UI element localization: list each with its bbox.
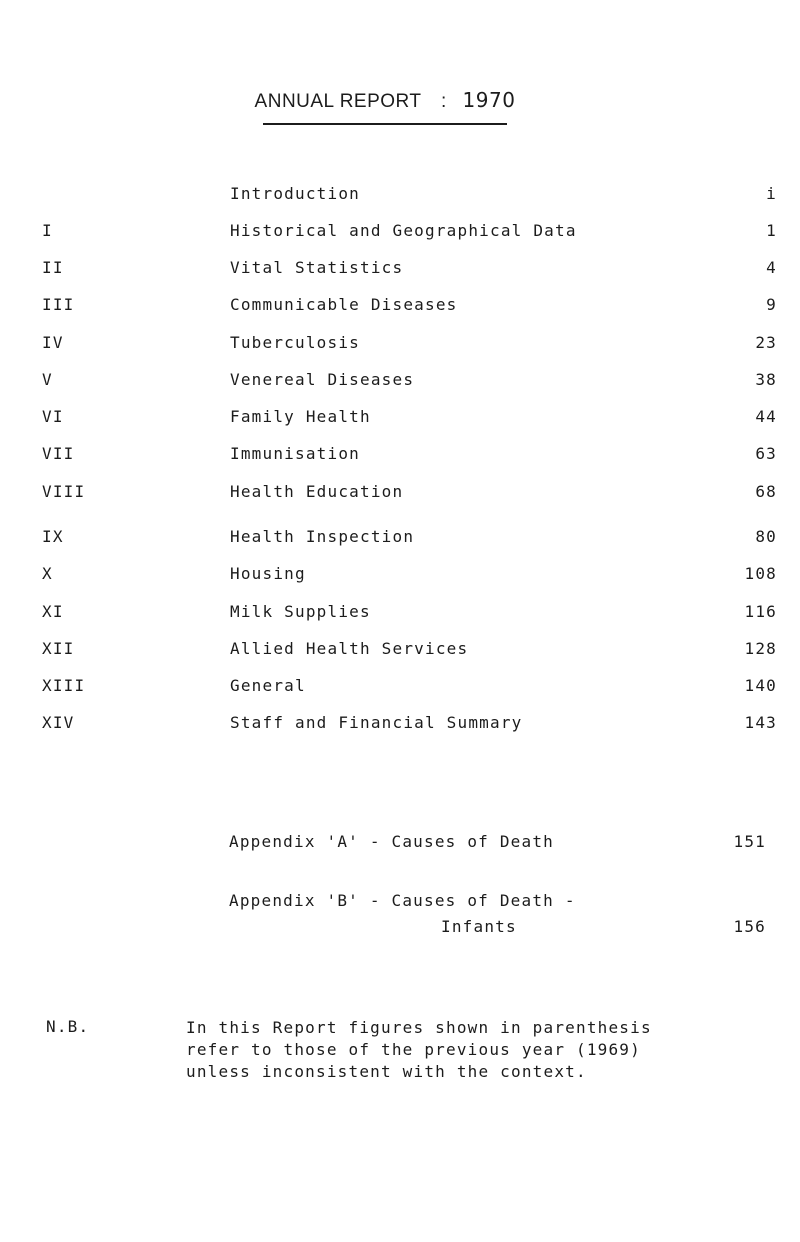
toc-row: [0, 407, 800, 431]
chapter-page: 143: [744, 713, 777, 732]
toc-row: [0, 602, 800, 626]
toc-row: [0, 527, 800, 551]
chapter-title: Venereal Diseases: [230, 370, 415, 389]
chapter-number: X: [42, 564, 53, 583]
chapter-page: 4: [766, 258, 777, 277]
chapter-title: Tuberculosis: [230, 333, 360, 352]
chapter-title: Allied Health Services: [230, 639, 469, 658]
toc-row: [0, 221, 800, 245]
chapter-title: Introduction: [230, 184, 360, 203]
chapter-page: 108: [744, 564, 777, 583]
report-title: ANNUAL REPORT: [254, 91, 422, 112]
note-line: refer to those of the previous year (1969): [186, 1040, 641, 1059]
chapter-title: Staff and Financial Summary: [230, 713, 523, 732]
chapter-title: Health Inspection: [230, 527, 415, 546]
chapter-number: XI: [42, 602, 64, 621]
chapter-number: XII: [42, 639, 75, 658]
chapter-number: VI: [42, 407, 64, 426]
chapter-title: Historical and Geographical Data: [230, 221, 577, 240]
chapter-page: 116: [744, 602, 777, 621]
appendix-b-title: Appendix 'B' - Causes of Death -: [229, 891, 576, 910]
chapter-page: 44: [755, 407, 777, 426]
chapter-title: Family Health: [230, 407, 371, 426]
toc-row: [0, 258, 800, 282]
header-separator: :: [440, 91, 447, 112]
chapter-page: 140: [744, 676, 777, 695]
chapter-number: III: [42, 295, 75, 314]
report-year: 1970: [462, 88, 516, 112]
chapter-number: XIII: [42, 676, 86, 695]
toc-row: [0, 564, 800, 588]
chapter-number: XIV: [42, 713, 75, 732]
chapter-title: Vital Statistics: [230, 258, 404, 277]
chapter-number: IV: [42, 333, 64, 352]
chapter-number: I: [42, 221, 53, 240]
appendix-b-page: 156: [733, 917, 766, 936]
chapter-page: 38: [755, 370, 777, 389]
toc-row: [0, 444, 800, 468]
chapter-page: 80: [755, 527, 777, 546]
chapter-title: Milk Supplies: [230, 602, 371, 621]
chapter-page: 1: [766, 221, 777, 240]
chapter-title: General: [230, 676, 306, 695]
report-header: [0, 88, 770, 113]
chapter-number: VII: [42, 444, 75, 463]
toc-row: [0, 333, 800, 357]
chapter-page: 68: [755, 482, 777, 501]
appendix-b-title-continued: Infants: [441, 917, 517, 936]
chapter-number: IX: [42, 527, 64, 546]
toc-row: [0, 713, 800, 737]
note-line: unless inconsistent with the context.: [186, 1062, 587, 1081]
chapter-title: Housing: [230, 564, 306, 583]
chapter-title: Health Education: [230, 482, 404, 501]
chapter-title: Communicable Diseases: [230, 295, 458, 314]
chapter-title: Immunisation: [230, 444, 360, 463]
toc-row: [0, 676, 800, 700]
chapter-page: 23: [755, 333, 777, 352]
chapter-page: i: [766, 184, 777, 203]
toc-row: [0, 482, 800, 506]
chapter-page: 63: [755, 444, 777, 463]
toc-row: [0, 639, 800, 663]
chapter-number: VIII: [42, 482, 86, 501]
chapter-page: 9: [766, 295, 777, 314]
toc-row: [0, 295, 800, 319]
note-label: N.B.: [46, 1017, 90, 1036]
toc-row: [0, 370, 800, 394]
chapter-number: II: [42, 258, 64, 277]
header-underline: [263, 123, 507, 125]
chapter-number: V: [42, 370, 53, 389]
note-line: In this Report figures shown in parenthesis: [186, 1018, 652, 1037]
chapter-page: 128: [744, 639, 777, 658]
note-text: [186, 1017, 746, 1083]
appendix-a-page: 151: [733, 832, 766, 851]
appendix-a-title: Appendix 'A' - Causes of Death: [229, 832, 554, 851]
toc-row: [0, 184, 800, 208]
